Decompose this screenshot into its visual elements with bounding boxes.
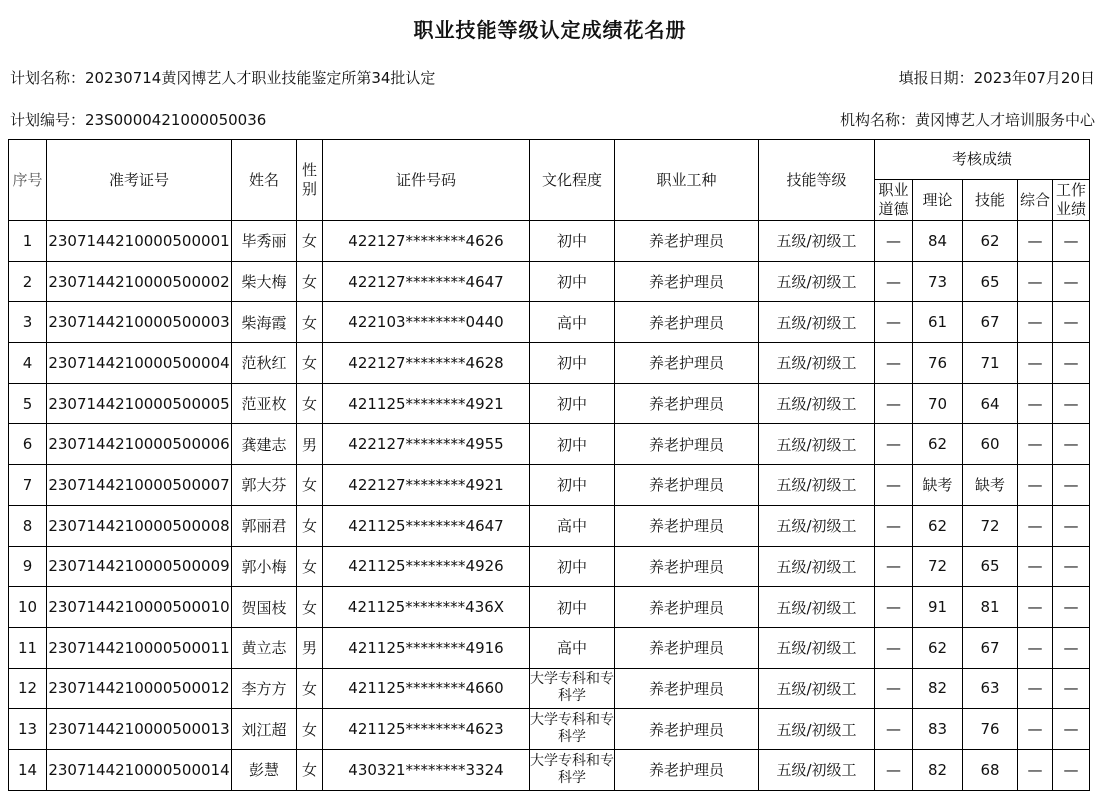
cell-skill: 64 [963,383,1018,424]
header-name: 姓名 [232,140,297,221]
cell-gender: 女 [297,587,323,628]
cell-skill: 81 [963,587,1018,628]
cell-id: 421125********4623 [323,709,530,750]
table-row [9,343,1090,384]
table-row [9,709,1090,750]
cell-skill: 67 [963,302,1018,343]
cell-skill: 65 [963,546,1018,587]
cell-overall: — [1018,261,1053,302]
cell-theory: 91 [913,587,963,628]
cell-theory: 缺考 [913,465,963,506]
cell-overall: — [1018,668,1053,709]
cell-education: 初中 [530,587,615,628]
cell-gender: 女 [297,709,323,750]
cell-ethics: — [875,627,913,668]
cell-work: — [1053,709,1090,750]
cell-skill: 67 [963,627,1018,668]
cell-seq: 14 [9,749,47,790]
cell-ethics: — [875,668,913,709]
cell-ticket: 2307144210000500004 [47,343,232,384]
cell-seq: 3 [9,302,47,343]
cell-gender: 女 [297,465,323,506]
cell-ethics: — [875,424,913,465]
header-ticket: 准考证号 [47,140,232,221]
cell-ticket: 2307144210000500008 [47,505,232,546]
cell-education: 大学专科和专科学 [530,668,615,709]
cell-name: 贺国枝 [232,587,297,628]
table-row [9,261,1090,302]
cell-skill-level: 五级/初级工 [759,343,875,384]
cell-occupation: 养老护理员 [615,668,759,709]
cell-occupation: 养老护理员 [615,546,759,587]
cell-id: 421125********4660 [323,668,530,709]
cell-skill: 62 [963,221,1018,262]
cell-overall: — [1018,627,1053,668]
cell-theory: 76 [913,343,963,384]
cell-work: — [1053,465,1090,506]
cell-occupation: 养老护理员 [615,465,759,506]
cell-skill: 68 [963,749,1018,790]
cell-work: — [1053,424,1090,465]
header-work: 工作业绩 [1053,180,1090,221]
cell-education: 初中 [530,546,615,587]
cell-education: 初中 [530,261,615,302]
cell-gender: 女 [297,505,323,546]
cell-theory: 70 [913,383,963,424]
header-theory: 理论 [913,180,963,221]
cell-overall: — [1018,709,1053,750]
cell-occupation: 养老护理员 [615,505,759,546]
cell-ethics: — [875,505,913,546]
cell-skill: 60 [963,424,1018,465]
cell-skill-level: 五级/初级工 [759,424,875,465]
cell-seq: 9 [9,546,47,587]
cell-ethics: — [875,302,913,343]
cell-ticket: 2307144210000500010 [47,587,232,628]
organization-name: 机构名称：黄冈博艺人才培训服务中心 [839,111,1095,129]
table-row [9,546,1090,587]
cell-education: 高中 [530,302,615,343]
page-title: 职业技能等级认定成绩花名册 [413,18,687,42]
cell-skill-level: 五级/初级工 [759,627,875,668]
cell-theory: 82 [913,749,963,790]
cell-overall: — [1018,587,1053,628]
cell-id: 422127********4628 [323,343,530,384]
cell-work: — [1053,343,1090,384]
cell-ethics: — [875,221,913,262]
cell-gender: 女 [297,383,323,424]
cell-seq: 10 [9,587,47,628]
cell-overall: — [1018,465,1053,506]
cell-seq: 7 [9,465,47,506]
cell-skill-level: 五级/初级工 [759,668,875,709]
cell-skill: 72 [963,505,1018,546]
cell-ticket: 2307144210000500006 [47,424,232,465]
cell-gender: 女 [297,302,323,343]
cell-occupation: 养老护理员 [615,709,759,750]
cell-work: — [1053,668,1090,709]
cell-education: 高中 [530,627,615,668]
cell-skill-level: 五级/初级工 [759,505,875,546]
cell-work: — [1053,261,1090,302]
cell-skill-level: 五级/初级工 [759,546,875,587]
table-row [9,302,1090,343]
cell-seq: 11 [9,627,47,668]
cell-skill-level: 五级/初级工 [759,383,875,424]
cell-seq: 8 [9,505,47,546]
header-ethics: 职业道德 [875,180,913,221]
cell-seq: 1 [9,221,47,262]
cell-theory: 84 [913,221,963,262]
score-roster-table [8,139,1090,791]
cell-id: 422127********4955 [323,424,530,465]
cell-overall: — [1018,505,1053,546]
cell-ticket: 2307144210000500002 [47,261,232,302]
cell-ethics: — [875,383,913,424]
cell-ethics: — [875,749,913,790]
cell-occupation: 养老护理员 [615,261,759,302]
cell-work: — [1053,505,1090,546]
cell-id: 421125********4916 [323,627,530,668]
table-row [9,424,1090,465]
cell-occupation: 养老护理员 [615,302,759,343]
cell-ticket: 2307144210000500009 [47,546,232,587]
cell-occupation: 养老护理员 [615,343,759,384]
cell-work: — [1053,383,1090,424]
cell-skill: 缺考 [963,465,1018,506]
table-row [9,221,1090,262]
header-skill: 技能 [963,180,1018,221]
cell-ticket: 2307144210000500012 [47,668,232,709]
cell-ethics: — [875,709,913,750]
cell-name: 范秋红 [232,343,297,384]
cell-skill-level: 五级/初级工 [759,221,875,262]
header-gender: 性别 [297,140,323,221]
table-row [9,587,1090,628]
cell-gender: 女 [297,343,323,384]
cell-name: 黄立志 [232,627,297,668]
cell-name: 李方方 [232,668,297,709]
cell-id: 422103********0440 [323,302,530,343]
cell-work: — [1053,546,1090,587]
cell-overall: — [1018,343,1053,384]
cell-theory: 61 [913,302,963,343]
cell-occupation: 养老护理员 [615,221,759,262]
cell-name: 彭慧 [232,749,297,790]
cell-seq: 6 [9,424,47,465]
cell-theory: 73 [913,261,963,302]
cell-gender: 男 [297,424,323,465]
cell-gender: 男 [297,627,323,668]
cell-overall: — [1018,424,1053,465]
cell-work: — [1053,627,1090,668]
cell-gender: 女 [297,749,323,790]
cell-name: 龚建志 [232,424,297,465]
cell-education: 大学专科和专科学 [530,709,615,750]
cell-education: 高中 [530,505,615,546]
cell-theory: 83 [913,709,963,750]
cell-theory: 82 [913,668,963,709]
cell-overall: — [1018,383,1053,424]
plan-number: 计划编号：23S0000421000050036 [10,111,267,129]
cell-skill: 65 [963,261,1018,302]
cell-ticket: 2307144210000500003 [47,302,232,343]
cell-id: 421125********4921 [323,383,530,424]
cell-id: 422127********4921 [323,465,530,506]
cell-id: 421125********436X [323,587,530,628]
cell-name: 刘江超 [232,709,297,750]
cell-education: 初中 [530,465,615,506]
cell-gender: 女 [297,221,323,262]
header-seq: 序号 [9,140,47,221]
cell-occupation: 养老护理员 [615,627,759,668]
cell-seq: 13 [9,709,47,750]
cell-name: 郭小梅 [232,546,297,587]
cell-seq: 12 [9,668,47,709]
cell-overall: — [1018,221,1053,262]
cell-ticket: 2307144210000500001 [47,221,232,262]
cell-work: — [1053,221,1090,262]
cell-id: 422127********4647 [323,261,530,302]
cell-theory: 72 [913,546,963,587]
cell-work: — [1053,749,1090,790]
cell-education: 初中 [530,221,615,262]
table-row [9,668,1090,709]
cell-occupation: 养老护理员 [615,383,759,424]
cell-education: 初中 [530,383,615,424]
cell-education: 初中 [530,424,615,465]
cell-overall: — [1018,546,1053,587]
cell-name: 郭丽君 [232,505,297,546]
header-scores: 考核成绩 [875,140,1090,180]
cell-ethics: — [875,546,913,587]
cell-name: 柴大梅 [232,261,297,302]
cell-education: 大学专科和专科学 [530,749,615,790]
cell-seq: 2 [9,261,47,302]
cell-education: 初中 [530,343,615,384]
cell-seq: 4 [9,343,47,384]
cell-gender: 女 [297,261,323,302]
cell-ticket: 2307144210000500013 [47,709,232,750]
fill-date: 填报日期：2023年07月20日 [898,69,1095,87]
cell-overall: — [1018,302,1053,343]
cell-skill: 71 [963,343,1018,384]
cell-skill: 76 [963,709,1018,750]
cell-id: 430321********3324 [323,749,530,790]
cell-skill-level: 五级/初级工 [759,749,875,790]
cell-gender: 女 [297,546,323,587]
cell-skill-level: 五级/初级工 [759,465,875,506]
cell-ethics: — [875,261,913,302]
header-occupation: 职业工种 [615,140,759,221]
cell-skill-level: 五级/初级工 [759,261,875,302]
cell-seq: 5 [9,383,47,424]
cell-theory: 62 [913,424,963,465]
cell-id: 421125********4647 [323,505,530,546]
cell-skill-level: 五级/初级工 [759,709,875,750]
header-overall: 综合 [1018,180,1053,221]
table-row [9,505,1090,546]
header-skill-level: 技能等级 [759,140,875,221]
cell-name: 毕秀丽 [232,221,297,262]
cell-skill-level: 五级/初级工 [759,587,875,628]
cell-theory: 62 [913,627,963,668]
header-education: 文化程度 [530,140,615,221]
cell-occupation: 养老护理员 [615,749,759,790]
cell-ticket: 2307144210000500014 [47,749,232,790]
cell-occupation: 养老护理员 [615,587,759,628]
cell-ethics: — [875,587,913,628]
cell-skill: 63 [963,668,1018,709]
cell-id: 421125********4926 [323,546,530,587]
cell-skill-level: 五级/初级工 [759,302,875,343]
cell-ticket: 2307144210000500005 [47,383,232,424]
plan-name: 计划名称：20230714黄冈博艺人才职业技能鉴定所第34批认定 [10,69,436,87]
cell-occupation: 养老护理员 [615,424,759,465]
cell-gender: 女 [297,668,323,709]
table-row [9,465,1090,506]
table-row [9,749,1090,790]
cell-theory: 62 [913,505,963,546]
cell-ticket: 2307144210000500007 [47,465,232,506]
cell-name: 柴海霞 [232,302,297,343]
cell-id: 422127********4626 [323,221,530,262]
cell-work: — [1053,587,1090,628]
cell-ethics: — [875,465,913,506]
table-row [9,627,1090,668]
cell-name: 范亚枚 [232,383,297,424]
cell-ticket: 2307144210000500011 [47,627,232,668]
header-id: 证件号码 [323,140,530,221]
cell-work: — [1053,302,1090,343]
cell-ethics: — [875,343,913,384]
cell-overall: — [1018,749,1053,790]
table-row [9,383,1090,424]
cell-name: 郭大芬 [232,465,297,506]
